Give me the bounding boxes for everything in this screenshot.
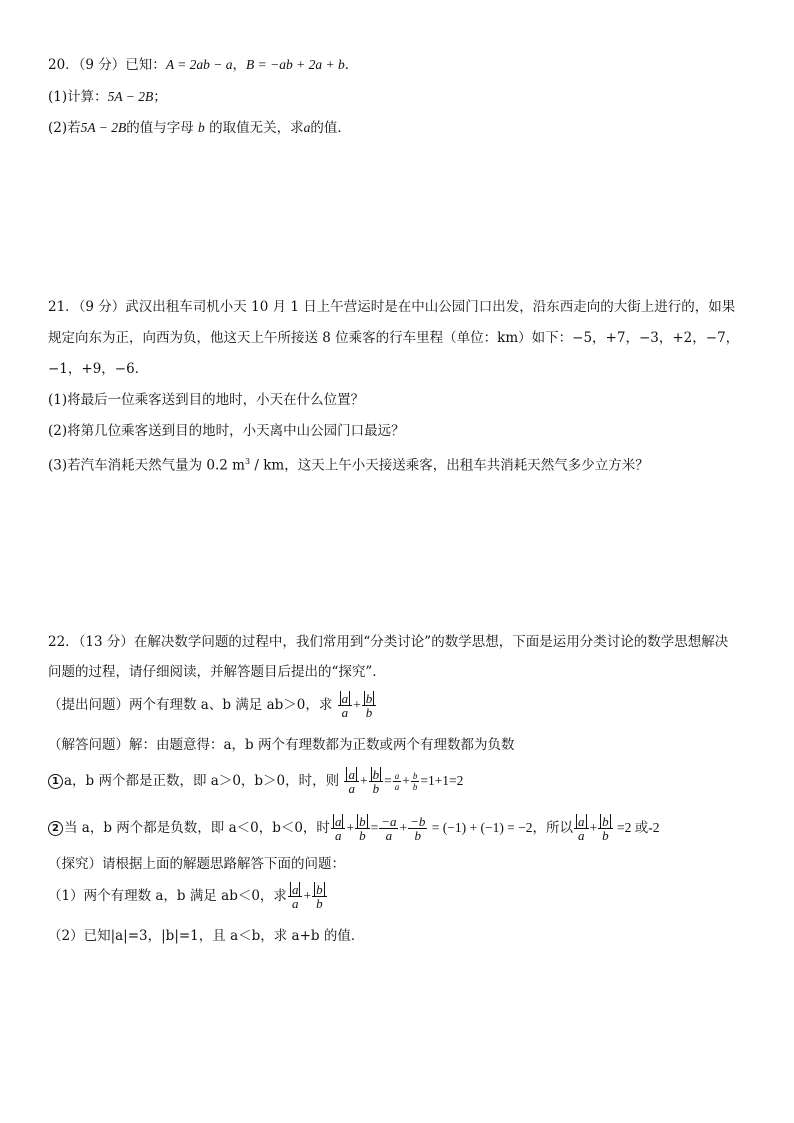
q22-case2-text: 当 a，b 两个都是负数，即 a＜0，b＜0，时 <box>64 820 330 836</box>
fraction-a-over-a <box>393 771 402 792</box>
q20-a-expression: A = 2ab − a <box>165 57 233 72</box>
abs-b: b <box>602 814 609 829</box>
q20-separator: ， <box>232 57 247 73</box>
num-neg-b: −b <box>410 814 426 829</box>
plus-sign: + <box>589 820 598 835</box>
fraction-abs-b-over-b <box>312 883 327 910</box>
q22-ask <box>48 692 377 719</box>
plus-sign: + <box>402 773 410 788</box>
plus-sign: + <box>399 820 408 835</box>
plus-sign: + <box>346 820 355 835</box>
q20-head: 20．（9 分）已知： <box>48 57 166 73</box>
fraction-abs-a-over-a <box>331 815 346 842</box>
q22-case2-so: ，所以 <box>532 820 574 836</box>
q22-case1-result: =1+1=2 <box>420 773 464 788</box>
q22-case2-result: = (−1) + (−1) = −2 <box>428 820 533 835</box>
abs-a: a <box>291 882 299 897</box>
den-a: a <box>334 828 342 843</box>
fraction-abs-b-over-b <box>362 692 377 719</box>
q22-line2: 问题的过程，请仔细阅读，并解答题目后提出的“探究”. <box>48 664 377 680</box>
q22-solve: （解答问题）解：由题意得：a，b 两个有理数都为正数或两个有理数都为负数 <box>48 737 515 753</box>
q21-part3 <box>48 453 649 475</box>
q22-line1: 22．（13 分）在解决数学问题的过程中，我们常用到“分类讨论”的数学思想，下面是运用分类讨论的数学思想解决 <box>48 634 729 650</box>
abs-a: a <box>348 767 355 782</box>
q22-ask-text: （提出问题）两个有理数 a、b 满足 ab＞0，求 <box>48 697 333 713</box>
fraction-neg-a-over-a <box>379 815 398 842</box>
den-b: b <box>365 705 373 720</box>
fraction-abs-a-over-a <box>288 883 303 910</box>
plus-sign: + <box>359 773 368 788</box>
q22-explore-part1 <box>48 883 328 910</box>
den-b: b <box>412 782 418 792</box>
abs-b: b <box>316 882 323 897</box>
abs-b: b <box>372 767 380 782</box>
q20-part2-expression: 5A − 2B <box>80 120 127 135</box>
abs-a: a <box>578 814 585 829</box>
num-b: b <box>412 771 418 781</box>
q20-part2 <box>48 119 351 137</box>
q20-end: ． <box>344 57 359 73</box>
abs-a: a <box>334 814 342 829</box>
q20-title <box>48 56 358 74</box>
num-a: a <box>394 771 400 781</box>
q22-case2-final: =2 或-2 <box>613 820 660 835</box>
q21-part3-superscript: 3 <box>244 457 251 466</box>
q20-var-a: a <box>303 120 311 135</box>
q20-b-expression: B = −ab + 2a + b <box>246 57 345 72</box>
q20-part1 <box>48 88 167 106</box>
num-neg-a: −a <box>381 814 397 829</box>
q21-part2: (2)将第几位乘客送到目的地时，小天离中山公园门口最远？ <box>48 423 405 439</box>
den-b: b <box>602 828 609 843</box>
q22-case1 <box>48 768 463 795</box>
den-a: a <box>394 782 400 792</box>
plus-sign: + <box>303 888 312 903</box>
abs-b: b <box>359 814 366 829</box>
abs-b: b <box>365 691 373 706</box>
q22-case2 <box>48 815 660 842</box>
circled-one-icon: 1 <box>48 774 63 789</box>
fraction-neg-b-over-b <box>408 815 427 842</box>
q21-line3: −1，+9，−6． <box>48 361 149 377</box>
q22-case1-text: a，b 两个都是正数，即 a＞0，b＞0，时，则 <box>64 773 340 789</box>
den-a: a <box>341 705 349 720</box>
den-a: a <box>291 896 299 911</box>
q22-explore: （探究）请根据上面的解题思路解答下面的问题： <box>48 856 345 872</box>
den-a: a <box>578 828 585 843</box>
q21-part3-text-b: / km，这天上午小天接送乘客，出租车共消耗天然气多少立方米？ <box>250 457 649 474</box>
fraction-abs-a-over-a <box>338 692 353 719</box>
q20-part1-end: ； <box>153 89 167 105</box>
equals-sign: = <box>384 773 392 788</box>
q21-part3-text-a: (3)若汽车消耗天然气量为 0.2 m <box>48 457 245 474</box>
fraction-abs-b-over-b <box>369 768 384 795</box>
den-a: a <box>348 781 355 796</box>
q20-part1-label: (1)计算： <box>48 89 108 105</box>
fraction-abs-a-over-a <box>344 768 359 795</box>
abs-a: a <box>341 691 349 706</box>
fraction-abs-b-over-b <box>355 815 370 842</box>
den-b: b <box>359 828 366 843</box>
den-b: b <box>414 828 421 843</box>
q21-line2: 规定向东为正，向西为负，他这天上午所接送 8 位乘客的行车里程（单位：km）如下：−5，+7，−3，+2，−7， <box>48 330 740 346</box>
fraction-abs-a-over-a <box>574 815 589 842</box>
fraction-b-over-b <box>411 771 420 792</box>
q20-part1-expression: 5A − 2B <box>107 89 154 104</box>
q20-part2-text-b: 的值与字母 <box>126 120 194 136</box>
q22-explore-part1-text: （1）两个有理数 a，b 满足 ab＜0，求 <box>48 888 287 904</box>
fraction-abs-b-over-b <box>598 815 613 842</box>
q20-var-b: b <box>198 120 205 135</box>
plus-sign: + <box>353 697 361 712</box>
circled-two-icon: 2 <box>48 821 63 836</box>
den-a: a <box>385 828 393 843</box>
equals-sign: = <box>370 820 379 835</box>
q20-part2-text-d: 的值． <box>310 120 351 136</box>
den-b: b <box>372 781 380 796</box>
q22-explore-part2: （2）已知|a|=3，|b|=1，且 a＜b，求 a+b 的值． <box>48 928 365 944</box>
q21-part1: (1)将最后一位乘客送到目的地时，小天在什么位置？ <box>48 392 365 408</box>
q20-part2-text-c: 的取值无关，求 <box>209 120 304 136</box>
q20-part2-text-a: (2)若 <box>48 120 81 136</box>
den-b: b <box>316 896 323 911</box>
q21-line1: 21．（9 分）武汉出租车司机小天 10 月 1 日上午营运时是在中山公园门口出发，沿东西走向的大街上进行的，如果 <box>48 299 736 315</box>
